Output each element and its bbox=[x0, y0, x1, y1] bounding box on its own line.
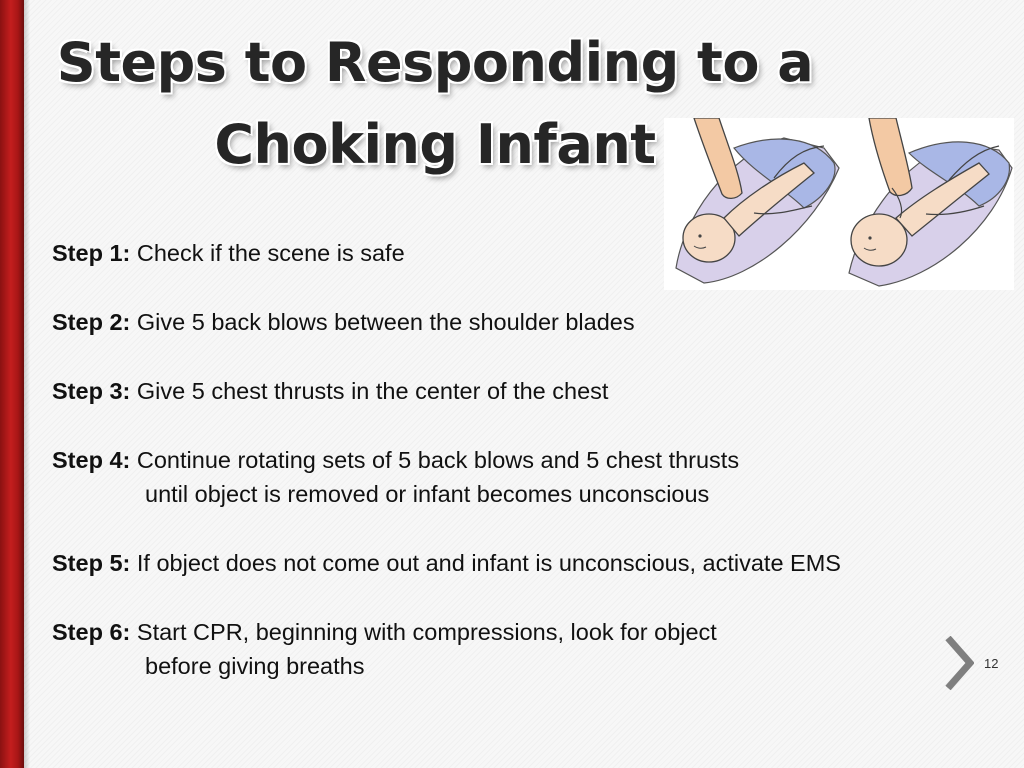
step-5 bbox=[52, 546, 952, 580]
step-label: Step 4: bbox=[52, 447, 131, 473]
step-4 bbox=[52, 443, 952, 511]
step-label: Step 2: bbox=[52, 309, 131, 335]
step-continuation: until object is removed or infant becomes unconscious bbox=[145, 481, 710, 507]
step-text: Start CPR, beginning with compressions, look for object bbox=[130, 619, 717, 645]
step-text: Check if the scene is safe bbox=[130, 240, 405, 266]
step-text: Give 5 back blows between the shoulder blades bbox=[130, 309, 635, 335]
step-label: Step 6: bbox=[52, 619, 131, 645]
chevron-right-icon[interactable] bbox=[944, 636, 974, 690]
chevron-right-icon-svg bbox=[944, 636, 974, 690]
step-text: Give 5 chest thrusts in the center of the chest bbox=[130, 378, 609, 404]
step-3 bbox=[52, 374, 952, 408]
step-label: Step 3: bbox=[52, 378, 131, 404]
step-continuation: before giving breaths bbox=[145, 653, 365, 679]
step-1 bbox=[52, 236, 952, 270]
title-line-1: Steps to Responding to a bbox=[56, 31, 814, 94]
step-label: Step 5: bbox=[52, 550, 131, 576]
step-2 bbox=[52, 305, 952, 339]
step-text: Continue rotating sets of 5 back blows and 5 chest thrusts bbox=[130, 447, 740, 473]
slide-number: 12 bbox=[984, 656, 999, 671]
steps-list bbox=[52, 236, 952, 718]
step-text: If object does not come out and infant is unconscious, activate EMS bbox=[130, 550, 841, 576]
step-6 bbox=[52, 615, 952, 683]
step-label: Step 1: bbox=[52, 240, 131, 266]
title-line-2: Choking Infant bbox=[214, 113, 656, 176]
accent-bar-shadow bbox=[24, 0, 30, 768]
accent-bar bbox=[0, 0, 24, 768]
